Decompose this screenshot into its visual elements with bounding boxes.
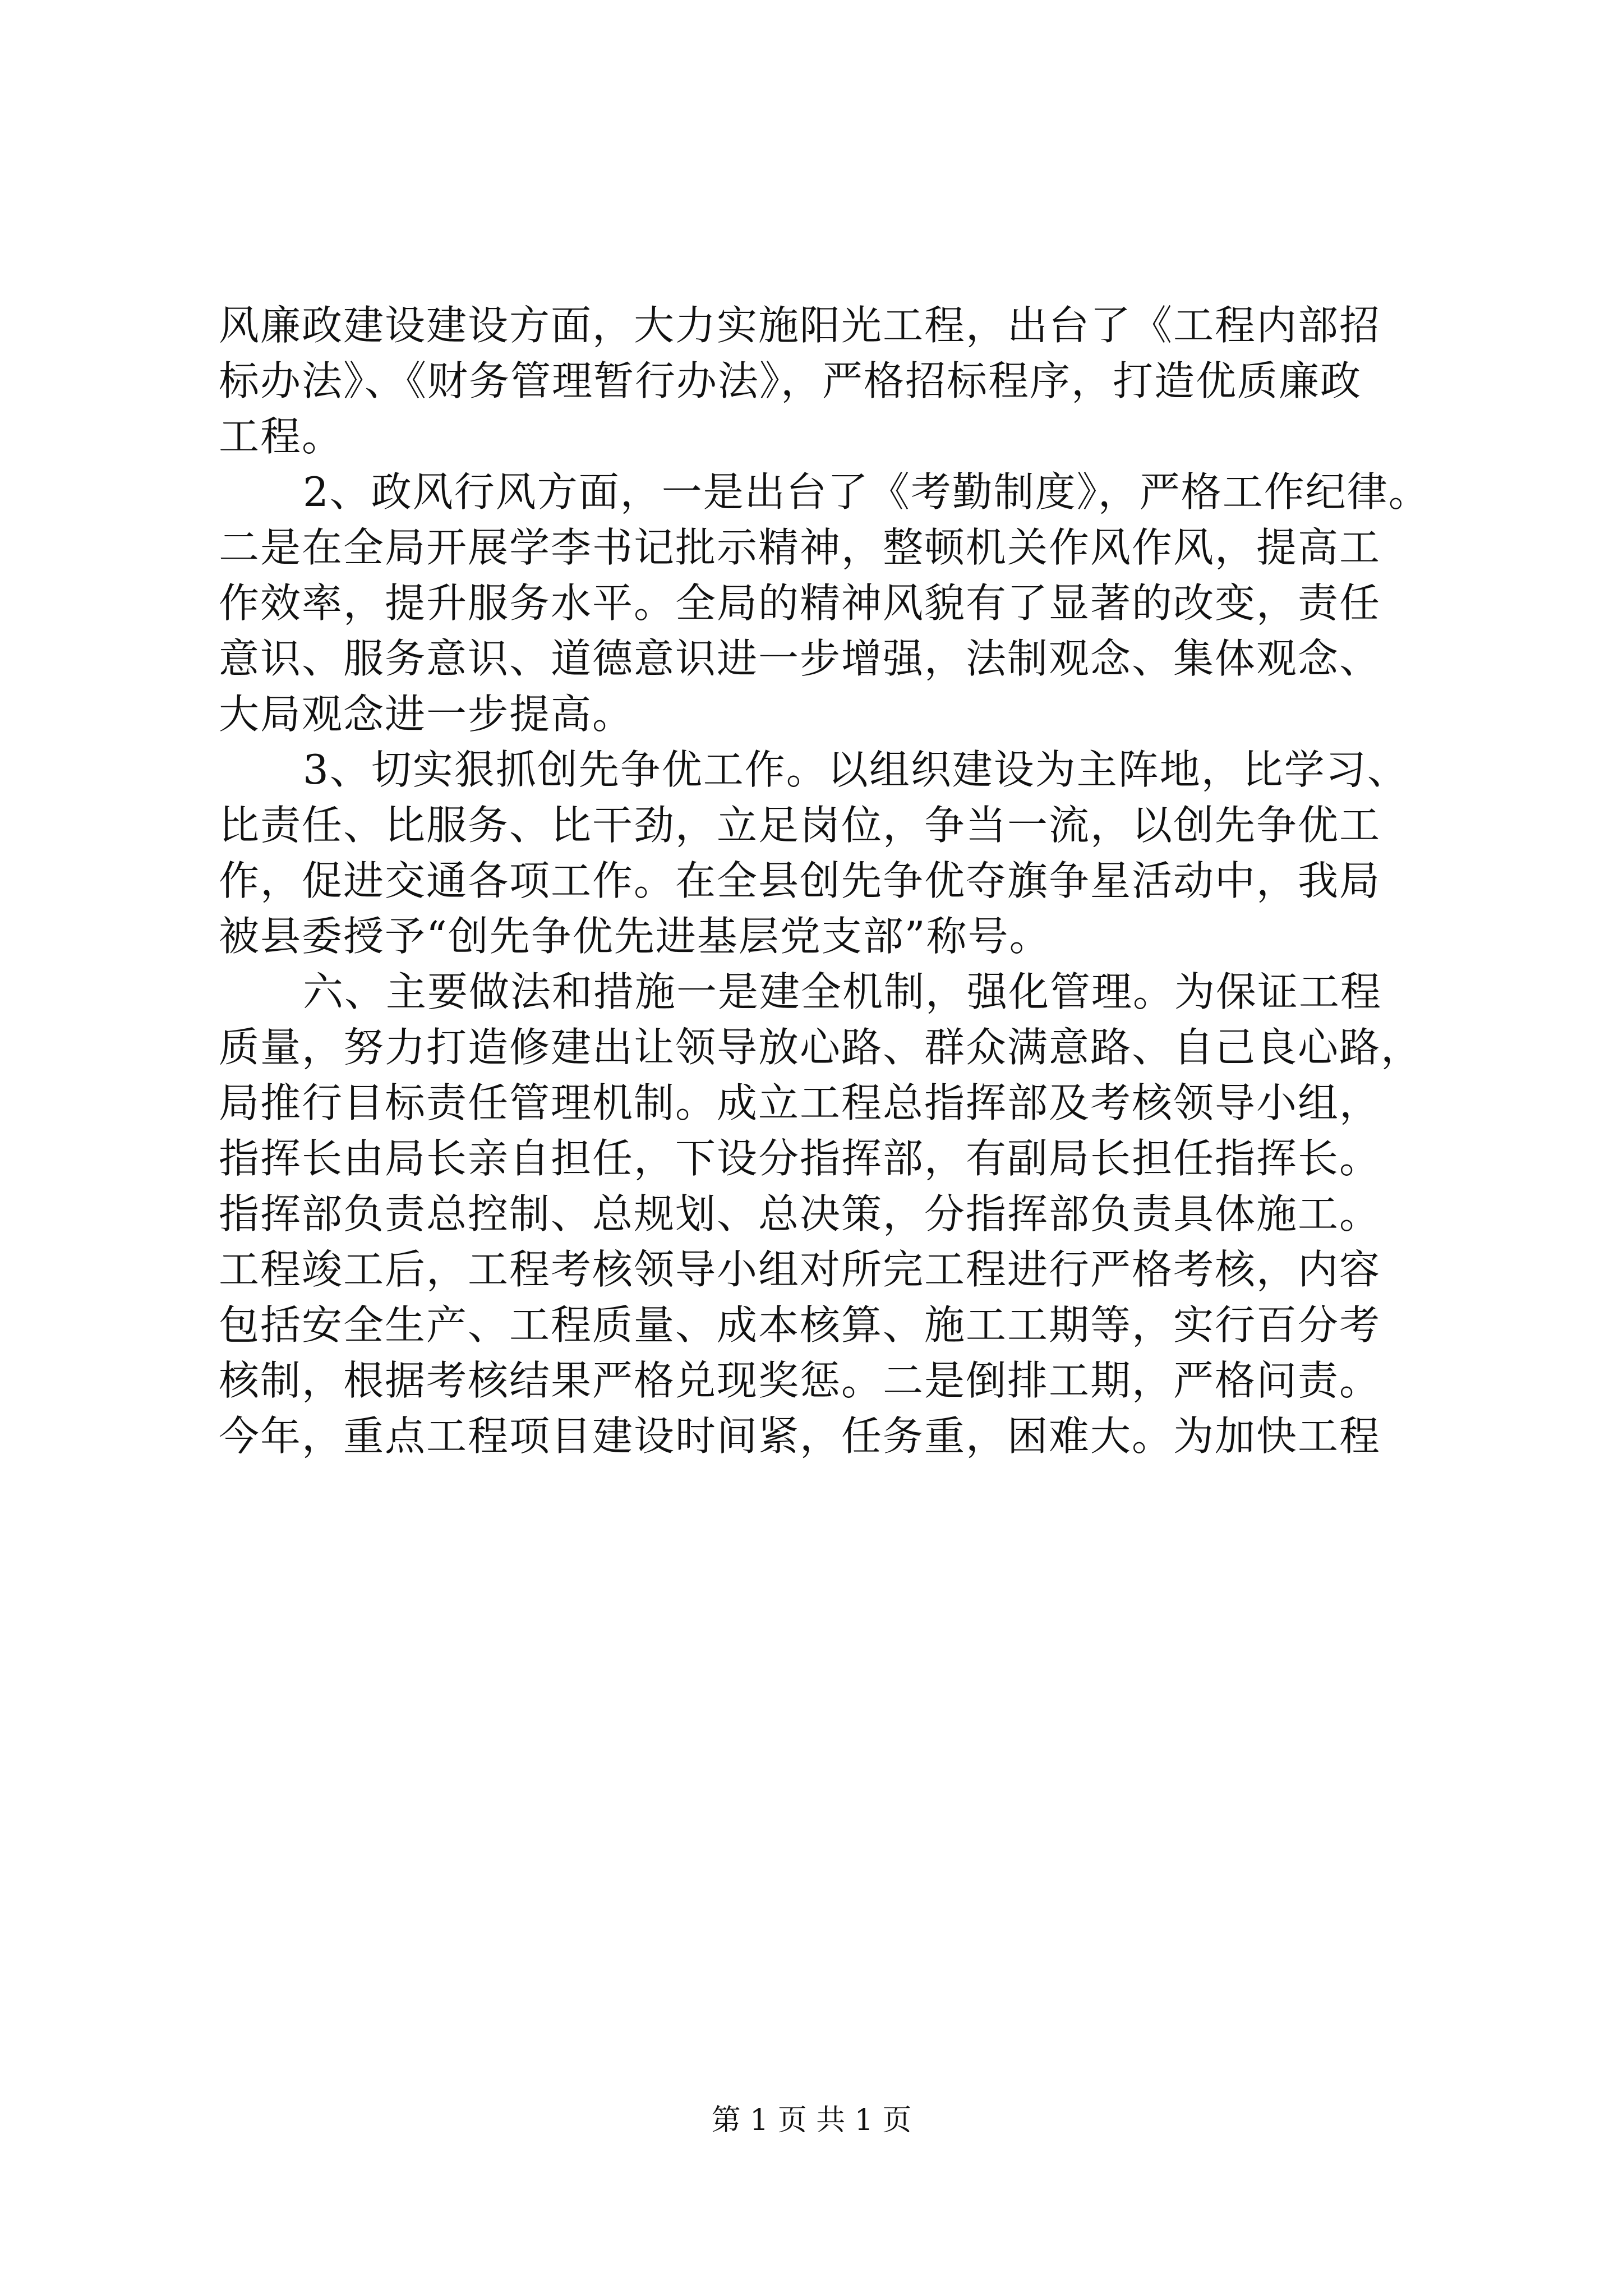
text-line: 工程竣工后，工程考核领导小组对所完工程进行严格考核，内容: [219, 1246, 1381, 1293]
text-line: 3、切实狠抓创先争优工作。以组织建设为主阵地，比学习、: [303, 746, 1409, 793]
page-number-footer: 第 1 页 共 1 页: [711, 2104, 912, 2137]
text-line: 指挥长由局长亲自担任，下设分指挥部，有副局长担任指挥长。: [219, 1135, 1381, 1182]
text-line: 意识、服务意识、道德意识进一步增强，法制观念、集体观念、: [219, 635, 1381, 682]
text-line: 标办法》、《财务管理暂行办法》，严格招标程序，打造优质廉政: [219, 357, 1362, 404]
text-line: 被县委授予“创先争优先进基层党支部”称号。: [219, 913, 1051, 960]
text-line: 风廉政建设建设方面，大力实施阳光工程，出台了《工程内部招: [219, 302, 1381, 349]
text-line: 核制，根据考核结果严格兑现奖惩。二是倒排工期，严格问责。: [219, 1357, 1381, 1404]
text-line: 二是在全局开展学李书记批示精神，整顿机关作风作风，提高工: [219, 524, 1381, 571]
text-line: 大局观念进一步提高。: [219, 691, 634, 738]
text-line: 比责任、比服务、比干劲，立足岗位，争当一流，以创先争优工: [219, 802, 1381, 849]
text-line: 质量，努力打造修建出让领导放心路、群众满意路、自己良心路，: [219, 1024, 1423, 1071]
text-line: 作效率，提升服务水平。全局的精神风貌有了显著的改变，责任: [219, 579, 1381, 627]
text-line: 2、政风行风方面，一是出台了《考勤制度》，严格工作纪律。: [303, 468, 1430, 516]
text-line: 六、主要做法和措施一是建全机制，强化管理。为保证工程: [303, 968, 1382, 1015]
text-line: 指挥部负责总控制、总规划、总决策，分指挥部负责具体施工。: [219, 1190, 1381, 1237]
text-line: 局推行目标责任管理机制。成立工程总指挥部及考核领导小组，: [219, 1079, 1381, 1126]
text-line: 工程。: [219, 413, 344, 460]
text-line: 包括安全生产、工程质量、成本核算、施工工期等，实行百分考: [219, 1301, 1381, 1349]
text-line: 今年，重点工程项目建设时间紧，任务重，困难大。为加快工程: [219, 1412, 1381, 1460]
text-line: 作，促进交通各项工作。在全县创先争优夺旗争星活动中，我局: [219, 857, 1381, 904]
